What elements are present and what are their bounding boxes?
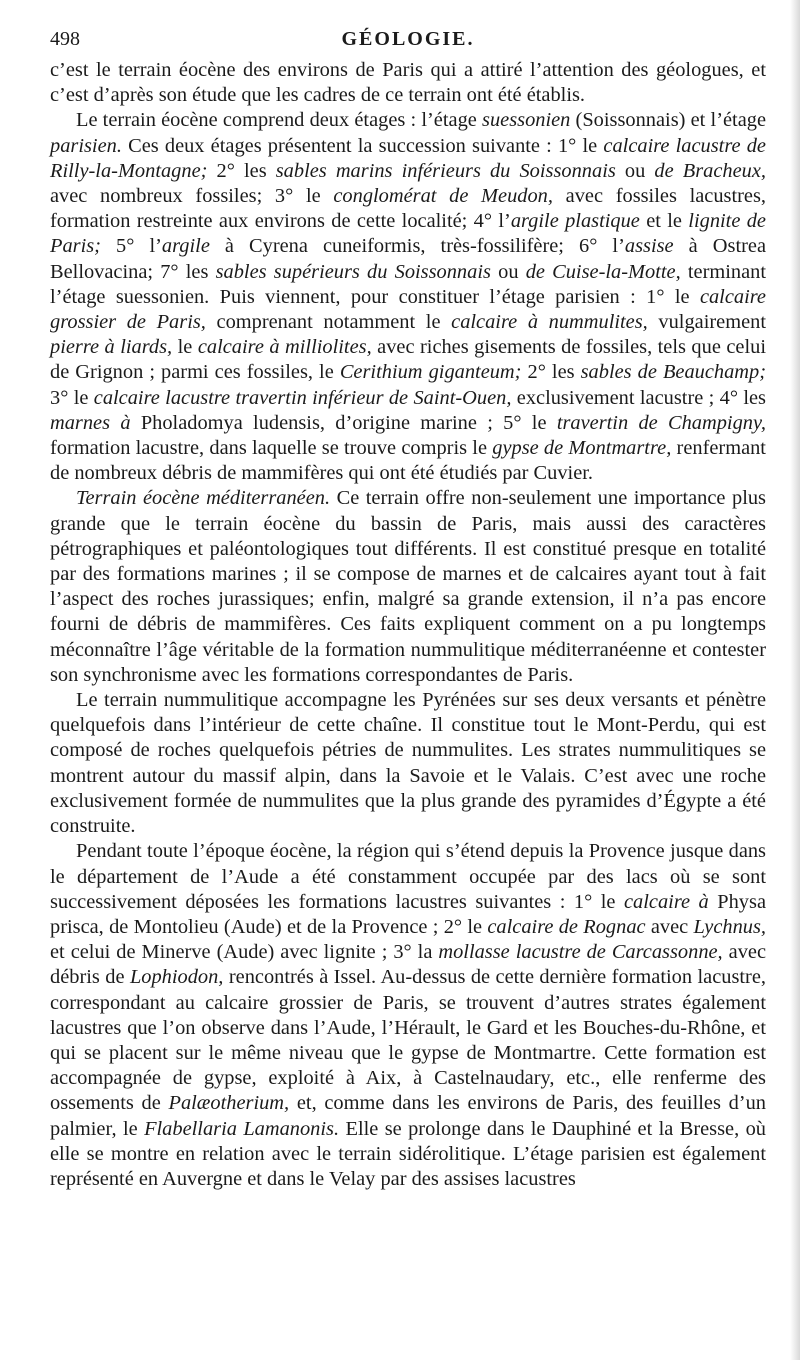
text-run: et, comme dans les environs de Paris, des feuilles d’un palmier, le — [50, 1092, 766, 1140]
text-run: Ce terrain offre non-seulement une importance plus grande que le terrain éocène du bassin de Paris, mais aussi des caractères pétrographiques et paléontologiques tout différents. Il est constitué presque en totalité par des formations marines ; il se compose de marnes et de calcaires ayant tout à fait l’aspect des roches jurassiques; enfin, malgré sa grande extension, il n’a pas encore fourni de débris de mammifères. Ces faits expliquent comment on a pu longtemps méconnaître l’âge véritable de la formation nummulitique méditerranéenne et contester son synchronisme avec les formations correspondantes de Paris. — [50, 487, 766, 686]
italic-term: calcaire à — [624, 890, 709, 913]
text-run: à Ostrea Bellovacina; 7° les — [50, 235, 766, 283]
italic-term: gypse de Montmartre, — [492, 437, 672, 460]
italic-term: pierre à liards, — [50, 336, 173, 359]
italic-term: parisien. — [50, 134, 122, 157]
italic-term: suessonien — [482, 109, 571, 132]
text-run: Pendant toute l’époque éocène, la région qui s’étend depuis la Provence jusque dans le département de l’Aude a été constamment occupée par des lacs où se sont successivement déposées les formations lacustres suivantes : 1° le — [50, 840, 766, 913]
text-run: 5° l’ — [100, 235, 162, 258]
text-run: 2° les — [207, 159, 276, 182]
paragraph — [50, 58, 766, 108]
italic-term: argile plastique — [510, 210, 640, 233]
text-run: Ces deux étages présentent la succession suivante : 1° le — [121, 134, 604, 157]
text-run: Pholadomya ludensis, d’origine marine ; 5° le — [130, 411, 557, 434]
italic-term: conglomérat de Meudon, — [333, 185, 553, 208]
italic-term: argile — [161, 235, 210, 258]
text-run: exclusivement lacustre ; 4° les — [511, 386, 766, 409]
italic-term: calcaire à milliolites, — [197, 336, 372, 359]
italic-term: sables marins inférieurs du Soissonnais — [275, 159, 616, 182]
text-run: Physa prisca, de Montolieu (Aude) et de la Provence ; 2° le — [50, 890, 766, 938]
paragraph — [50, 688, 766, 839]
text-run: 2° les — [521, 361, 581, 384]
text-run: 3° le — [50, 386, 94, 409]
text-run: formation lacustre, dans laquelle se trouve compris le — [50, 437, 493, 460]
italic-term: lignite de Paris; — [50, 210, 766, 258]
text-run: avec fossiles lacustres, formation restreinte aux environs de cette localité; 4° l’ — [50, 185, 766, 233]
italic-term: Palæotherium, — [168, 1092, 290, 1115]
text-run: à Cyrena cuneiformis, très-fossilifère; 6° l’ — [209, 235, 625, 258]
text-run: (Soissonnais) et l’étage — [570, 109, 766, 132]
paragraph — [50, 486, 766, 688]
text-run: terminant l’étage suessonien. Puis viennent, pour constituer l’étage parisien : 1° le — [50, 260, 767, 308]
italic-term: travertin de Champigny, — [556, 411, 766, 434]
text-run: avec riches gisements de fossiles, tels que celui de Grignon ; parmi ces fossiles, le — [50, 336, 766, 384]
text-run: vulgairement — [647, 311, 766, 334]
italic-term: calcaire lacustre de Rilly-la-Montagne; — [50, 134, 766, 182]
text-run: avec nombreux fossiles; 3° le — [50, 185, 334, 208]
italic-term: sables de Beauchamp; — [580, 361, 767, 384]
italic-term: mollasse lacustre de Carcassonne, — [438, 941, 723, 964]
italic-term: sables supérieurs du Soissonnais — [215, 260, 491, 283]
italic-term: calcaire de Rognac — [487, 915, 646, 938]
text-run: Elle se prolonge dans le Dauphiné et la Bresse, où elle se montre en relation avec le terrain sidérolitique. L’étage parisien est également représenté en Auvergne et dans le Velay par des assises lacustres — [50, 1117, 766, 1190]
italic-term: Cerithium giganteum; — [339, 361, 522, 384]
text-run: c’est le terrain éocène des environs de Paris qui a attiré l’attention des géologues, et c’est d’après son étude que les cadres de ce terrain ont été établis. — [50, 59, 766, 107]
text-run: Le terrain éocène comprend deux étages : l’étage — [76, 109, 483, 132]
text-run: renfermant de nombreux débris de mammifères qui ont été étudiés par Cuvier. — [50, 437, 766, 485]
italic-term: Lychnus, — [693, 915, 766, 938]
text-run: avec débris de — [50, 941, 766, 989]
italic-term: calcaire à nummulites, — [451, 311, 648, 334]
text-run: rencontrés à Issel. Au-dessus de cette dernière formation lacustre, correspondant au calcaire grossier de Paris, se trouvent d’autres strates également lacustres que l’on observe dans l’Aude, l’Hérault, le Gard et les Bouches-du-Rhône, et qui se placent sur le même niveau que le gypse de Montmartre. Cette formation est accompagnée de gypse, exploité à Aix, à Castelnaudary, etc., elle renferme des ossements de — [50, 966, 766, 1115]
italic-term: Lophiodon, — [129, 966, 224, 989]
text-run: ou — [615, 159, 655, 182]
text-run: et le — [639, 210, 689, 233]
italic-term: Terrain éocène méditerranéen. — [76, 487, 331, 510]
paragraph — [50, 108, 766, 486]
text-run: Le terrain nummulitique accompagne les Pyrénées sur ses deux versants et pénètre quelquefois dans l’intérieur de cette chaîne. Il constitue tout le Mont-Perdu, qui est composé de roches quelquefois pétries de nummulites. Les strates nummulitiques se montrent autour du massif alpin, dans la Savoie et le Valais. C’est avec une roche exclusivement formée de nummulites que la plus grande des pyramides d’Égypte a été construite. — [50, 689, 766, 838]
italic-term: marnes à — [50, 411, 131, 434]
italic-term: calcaire lacustre travertin inférieur de Saint-Ouen, — [93, 386, 512, 409]
italic-term: de Cuise-la-Motte, — [525, 260, 681, 283]
italic-term: de Bracheux, — [654, 159, 766, 182]
italic-term: calcaire grossier de Paris, — [50, 285, 766, 334]
text-run: le — [172, 336, 198, 359]
paragraph — [50, 839, 766, 1192]
italic-term: assise — [624, 235, 674, 258]
text-run: comprenant notamment le — [205, 311, 452, 334]
text-run: avec — [645, 915, 694, 938]
text-run: et celui de Minerve (Aude) avec lignite ; 3° la — [50, 941, 439, 964]
body-text — [50, 58, 766, 1192]
text-run: ou — [490, 260, 526, 283]
page-number: 498 — [50, 28, 80, 50]
running-title: GÉOLOGIE. — [341, 28, 475, 50]
page-header — [50, 28, 766, 58]
italic-term: Flabellaria Lamanonis. — [144, 1117, 340, 1140]
